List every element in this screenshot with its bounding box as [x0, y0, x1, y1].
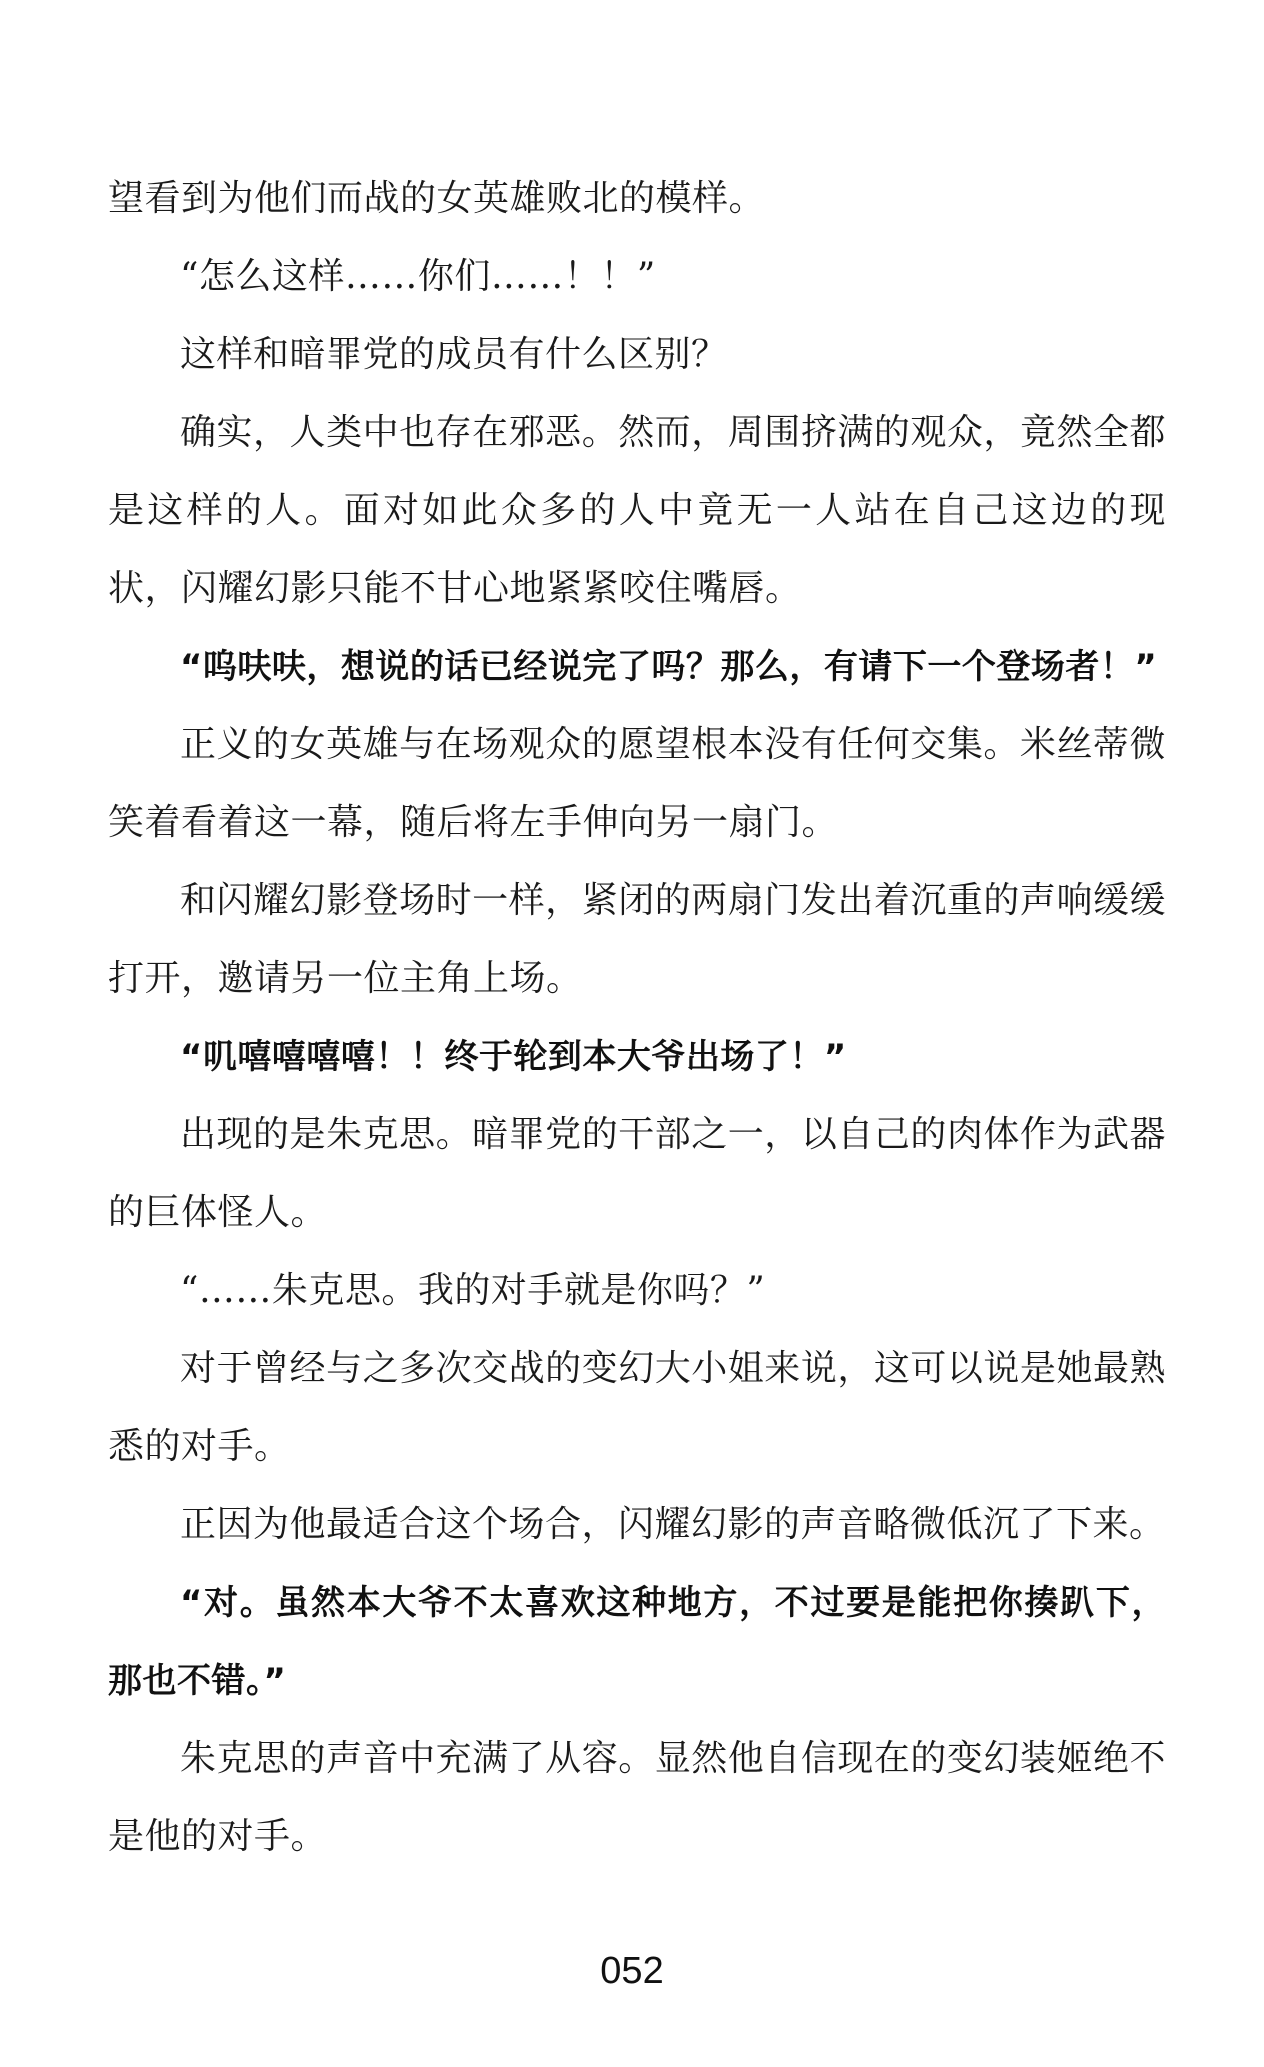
paragraph-10: “……朱克思。我的对手就是你吗？”	[180, 1270, 766, 1311]
paragraph-9: 出现的是朱克思。暗罪党的干部之一，以自己的肉体作为武器的巨体怪人。	[108, 1114, 1166, 1233]
paragraph-7: 和闪耀幻影登场时一样，紧闭的两扇门发出着沉重的声响缓缓打开，邀请另一位主角上场。	[108, 880, 1166, 999]
paragraph-14: 朱克思的声音中充满了从容。显然他自信现在的变幻装姬绝不是他的对手。	[108, 1738, 1166, 1857]
paragraph-3: 这样和暗罪党的成员有什么区别？	[180, 334, 728, 375]
paragraph-12: 正因为他最适合这个场合，闪耀幻影的声音略微低沉了下来。	[180, 1504, 1166, 1545]
page-number: 052	[600, 1950, 664, 1992]
paragraph-6: 正义的女英雄与在场观众的愿望根本没有任何交集。米丝蒂微笑着看着这一幕，随后将左手伸向另一扇门。	[108, 724, 1166, 843]
paragraph-1: 望看到为他们而战的女英雄败北的模样。	[108, 178, 766, 219]
paragraph-2: “怎么这样……你们……！！”	[180, 256, 656, 297]
paragraph-4: 确实，人类中也存在邪恶。然而，周围挤满的观众，竟然全都是这样的人。面对如此众多的人中竟无一人站在自己这边的现状，闪耀幻影只能不甘心地紧紧咬住嘴唇。	[108, 412, 1166, 609]
paragraph-13: “对。虽然本大爷不太喜欢这种地方，不过要是能把你揍趴下，那也不错。”	[108, 1583, 1166, 1701]
paragraph-8: “叽嘻嘻嘻嘻！！终于轮到本大爷出场了！”	[180, 1037, 847, 1077]
body-text	[108, 160, 1166, 1876]
paragraph-5: “呜呋呋，想说的话已经说完了吗？那么，有请下一个登场者！”	[180, 647, 1158, 687]
paragraph-11: 对于曾经与之多次交战的变幻大小姐来说，这可以说是她最熟悉的对手。	[108, 1348, 1166, 1467]
